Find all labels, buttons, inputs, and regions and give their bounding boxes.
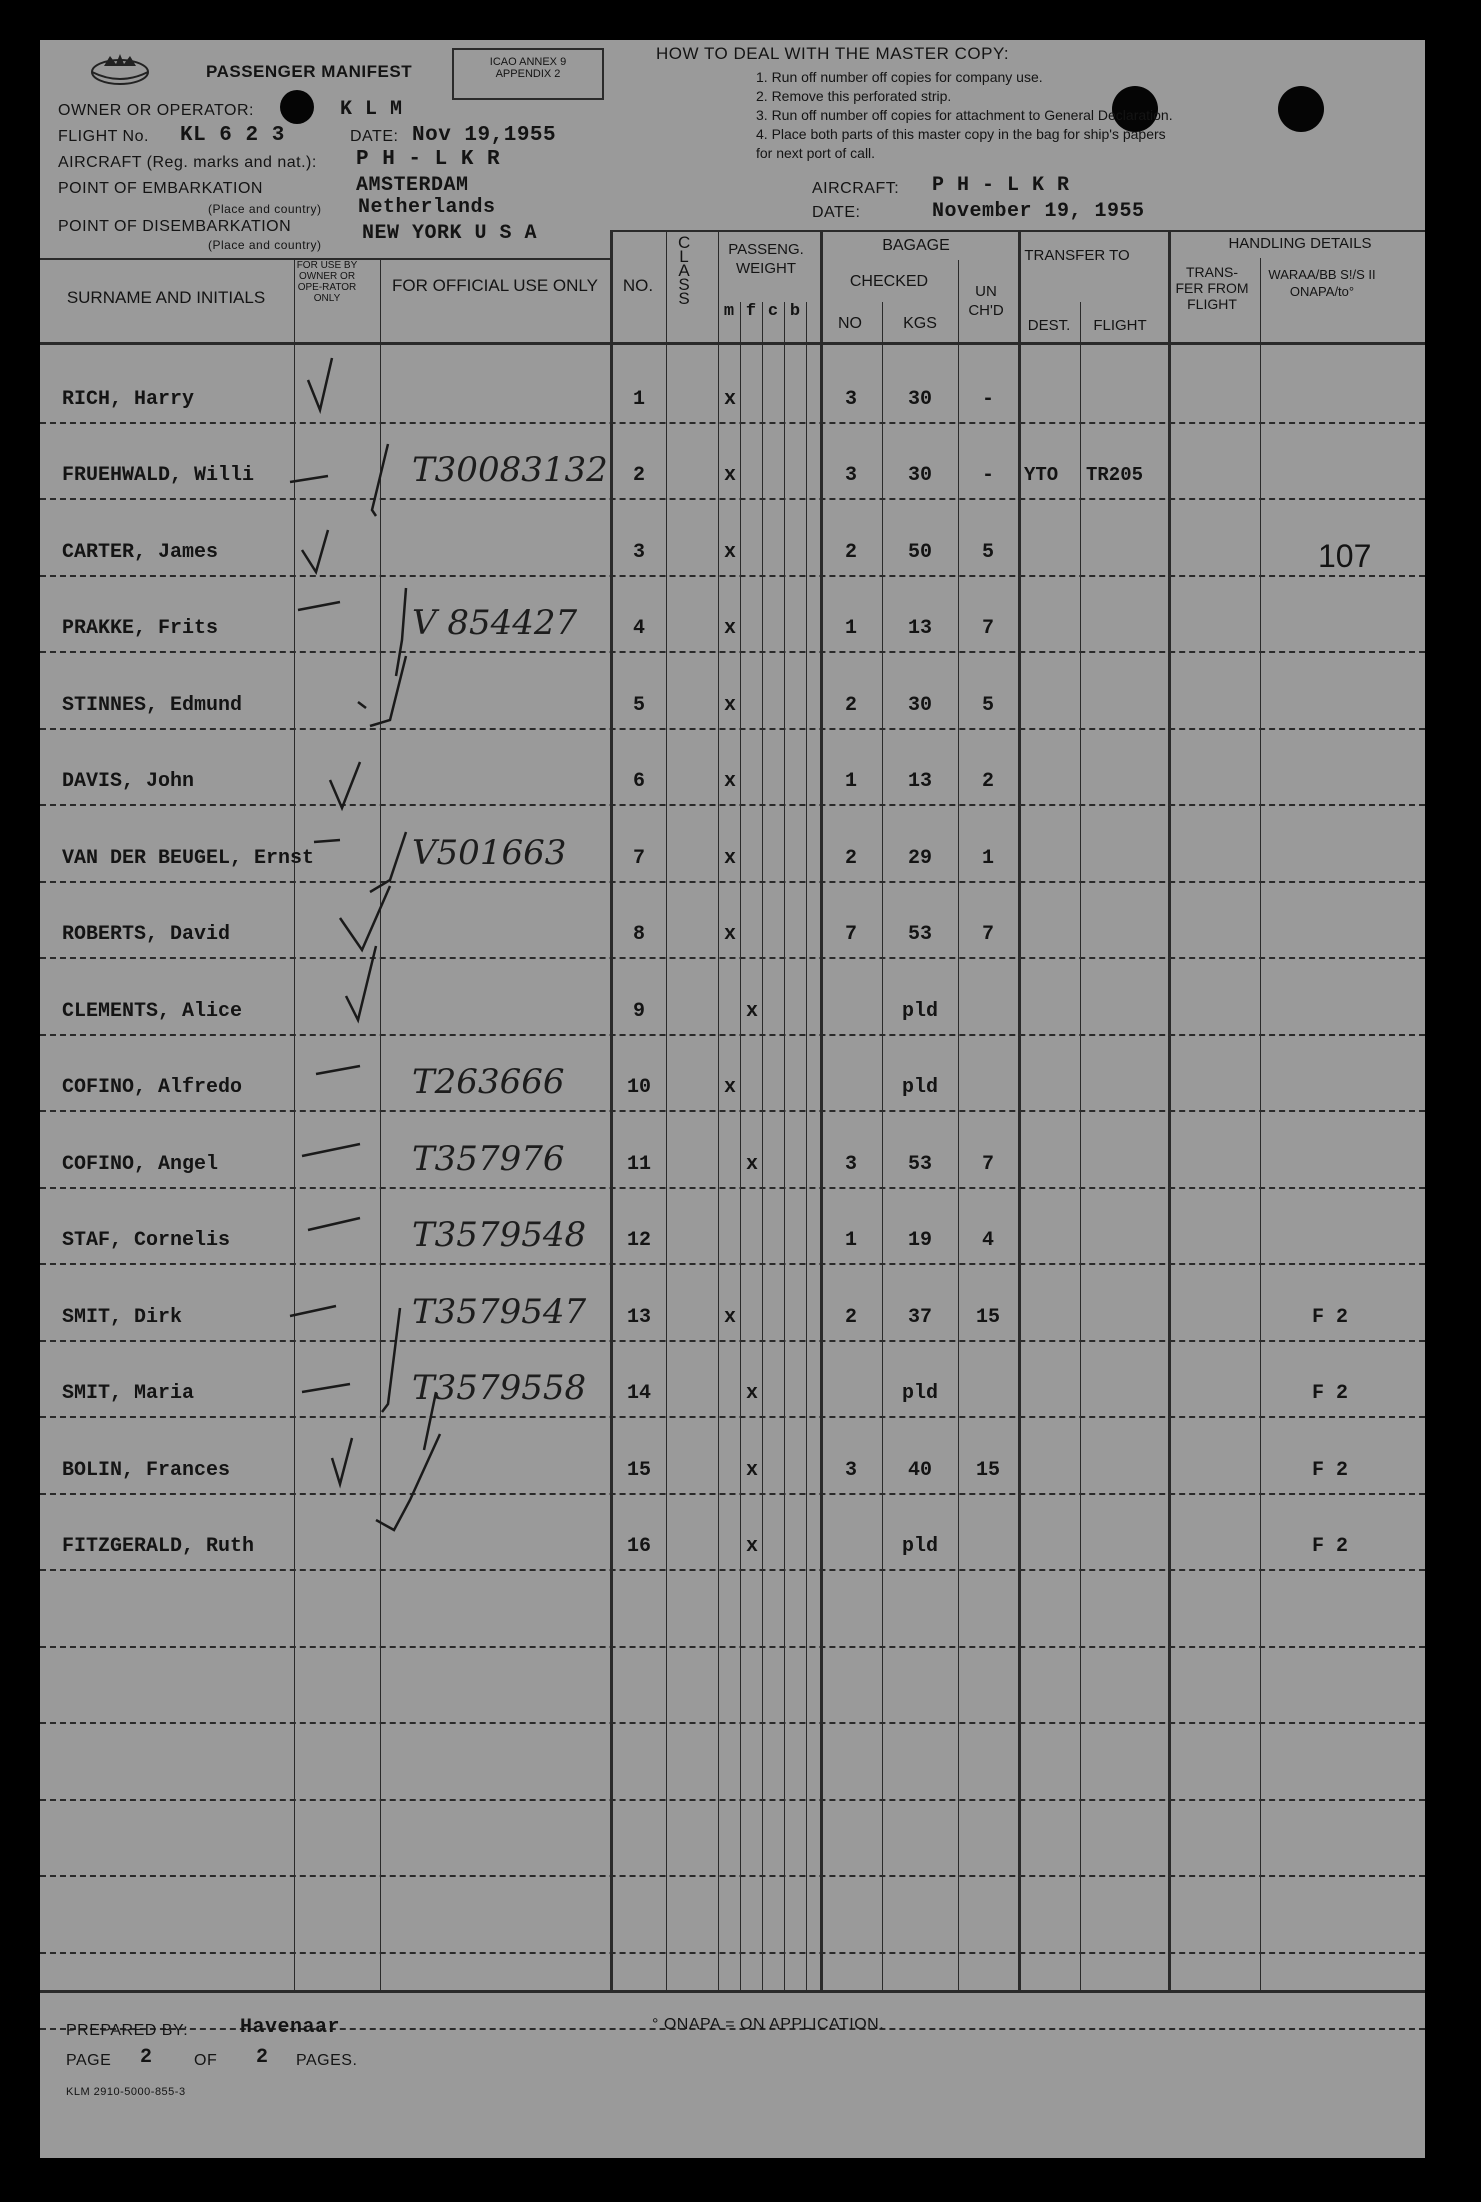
owner-value: K L M	[340, 98, 403, 121]
weight-mark: x	[745, 1000, 758, 1023]
passenger-no: 11	[626, 1153, 651, 1176]
unchecked-count: 7	[981, 617, 994, 640]
weight-mark: x	[723, 770, 736, 793]
passenger-name: VAN DER BEUGEL, Ernst	[62, 847, 315, 870]
passenger-no: 14	[626, 1382, 651, 1405]
disembark-value: NEW YORK U S A	[362, 222, 538, 245]
instructions-title: HOW TO DEAL WITH THE MASTER COPY:	[656, 44, 1010, 63]
disembark-sub: (Place and country)	[208, 238, 322, 252]
check-marks-overlay	[40, 40, 1425, 2158]
passenger-no: 7	[632, 847, 645, 870]
bag-count: 2	[844, 1306, 857, 1329]
bag-kgs: 13	[907, 770, 932, 793]
bag-kgs: 53	[907, 1153, 932, 1176]
unchecked-count: 4	[981, 1229, 994, 1252]
bag-count: 1	[844, 770, 857, 793]
passenger-no: 4	[632, 617, 645, 640]
unchecked-count: 1	[981, 847, 994, 870]
bag-kgs: 29	[907, 847, 932, 870]
official-number: T3579558	[412, 1368, 587, 1408]
embark-label: POINT OF EMBARKATION	[58, 180, 263, 197]
official-number: T3579548	[412, 1215, 587, 1255]
bag-count: 1	[844, 1229, 857, 1252]
of-label: OF	[194, 2052, 218, 2069]
passenger-name: FITZGERALD, Ruth	[62, 1535, 255, 1558]
passenger-name: STINNES, Edmund	[62, 694, 243, 717]
unchecked-count: 7	[981, 923, 994, 946]
onapa-note: ° ONAPA = ON APPLICATION.	[652, 2016, 885, 2033]
weight-mark: x	[723, 847, 736, 870]
passenger-name: STAF, Cornelis	[62, 1229, 231, 1252]
prepared-by-value: Havenaar	[240, 2016, 341, 2039]
passenger-no: 1	[632, 388, 645, 411]
instructions-aircraft-label: AIRCRAFT:	[812, 180, 900, 197]
bag-kgs: 30	[907, 694, 932, 717]
col-header-flight: FLIGHT	[1093, 317, 1147, 334]
passenger-name: ROBERTS, David	[62, 923, 231, 946]
prepared-by-label: PREPARED BY:	[66, 2022, 189, 2039]
handling-code: F 2	[1311, 1459, 1348, 1482]
unchecked-count: 7	[981, 1153, 994, 1176]
instruction-item: 2. Remove this perforated strip.	[756, 88, 952, 104]
passenger-name: COFINO, Alfredo	[62, 1076, 243, 1099]
instruction-item: 4. Place both parts of this master copy in the bag for ship's papers	[756, 126, 1166, 142]
weight-mark: x	[723, 694, 736, 717]
bag-count: 3	[844, 1153, 857, 1176]
bag-kgs: 30	[907, 388, 932, 411]
check-mark	[346, 946, 376, 1020]
bag-count: 3	[844, 388, 857, 411]
col-header-class: C L A S S	[678, 233, 691, 308]
passenger-no: 8	[632, 923, 645, 946]
col-header-surname: SURNAME AND INITIALS	[66, 288, 266, 307]
bag-count: 2	[844, 694, 857, 717]
bag-kgs: pld	[901, 1000, 938, 1023]
col-header-unchd: UN CH'D	[968, 283, 1004, 319]
transfer-destination: YTO	[1024, 464, 1059, 486]
passenger-name: CARTER, James	[62, 541, 219, 564]
col-header-bag-no: NO	[838, 315, 862, 332]
bag-kgs: pld	[901, 1535, 938, 1558]
bag-kgs: pld	[901, 1076, 938, 1099]
official-number: T263666	[412, 1062, 565, 1102]
unchecked-count: 2	[981, 770, 994, 793]
passenger-no: 9	[632, 1000, 645, 1023]
passenger-no: 16	[626, 1535, 651, 1558]
check-mark	[298, 588, 406, 676]
handling-code: F 2	[1311, 1306, 1348, 1329]
flight-label: FLIGHT No.	[58, 128, 149, 145]
check-mark	[330, 762, 360, 808]
passenger-name: RICH, Harry	[62, 388, 195, 411]
weight-mark: x	[723, 541, 736, 564]
unchecked-count: 5	[981, 694, 994, 717]
bag-kgs: 50	[907, 541, 932, 564]
weight-mark: x	[745, 1382, 758, 1405]
weight-mark: x	[723, 1076, 736, 1099]
col-header-no: NO.	[622, 276, 654, 295]
instruction-item: for next port of call.	[756, 145, 876, 161]
passenger-no: 3	[632, 541, 645, 564]
check-mark	[290, 444, 388, 516]
embark-sub: (Place and country)	[208, 202, 322, 216]
col-header-transfer: TRANSFER TO	[1024, 247, 1130, 264]
passenger-name: FRUEHWALD, Willi	[62, 464, 255, 487]
date-label: DATE:	[350, 128, 399, 145]
bag-count: 3	[844, 1459, 857, 1482]
passenger-name: SMIT, Dirk	[62, 1306, 183, 1329]
form-title: PASSENGER MANIFEST	[206, 62, 413, 81]
check-mark	[308, 358, 332, 410]
weight-mark: x	[745, 1535, 758, 1558]
passenger-name: CLEMENTS, Alice	[62, 1000, 243, 1023]
unchecked-count: 15	[975, 1459, 1000, 1482]
check-mark	[302, 1144, 360, 1156]
weight-mark: x	[723, 388, 736, 411]
col-header-waraa: WARAA/BB S!/S II ONAPA/to°	[1268, 267, 1376, 299]
weight-mark: x	[723, 923, 736, 946]
disembark-label: POINT OF DISEMBARKATION	[58, 218, 292, 235]
official-number: T357976	[412, 1139, 565, 1179]
col-header-dest: DEST.	[1027, 317, 1071, 334]
aircraft-label: AIRCRAFT (Reg. marks and nat.):	[58, 154, 317, 171]
passenger-name: SMIT, Maria	[62, 1382, 195, 1405]
weight-mark: x	[745, 1459, 758, 1482]
check-mark	[316, 1066, 360, 1074]
col-header-weight-f: f	[745, 302, 757, 321]
aircraft-value: P H - L K R	[356, 148, 501, 171]
of-value: 2	[256, 2046, 269, 2069]
col-header-transfer-from: TRANS-FER FROM FLIGHT	[1175, 264, 1249, 312]
page-value: 2	[140, 2046, 153, 2069]
col-header-weight-b: b	[789, 302, 801, 321]
official-number: V 854427	[412, 603, 578, 643]
passenger-no: 2	[632, 464, 645, 487]
check-mark	[302, 1384, 436, 1450]
bag-kgs: 19	[907, 1229, 932, 1252]
col-header-checked: CHECKED	[849, 273, 929, 290]
embark-country: Netherlands	[358, 196, 496, 219]
passenger-no: 12	[626, 1229, 651, 1252]
weight-mark: x	[723, 1306, 736, 1329]
unchecked-count: 5	[981, 541, 994, 564]
bag-kgs: 53	[907, 923, 932, 946]
form-code: KLM 2910-5000-855-3	[66, 2086, 186, 2098]
passenger-no: 6	[632, 770, 645, 793]
col-header-owner-use: FOR USE BY OWNER OR OPE-RATOR ONLY	[296, 260, 358, 304]
bag-kgs: 13	[907, 617, 932, 640]
bag-count: 7	[844, 923, 857, 946]
handling-code: F 2	[1311, 1535, 1348, 1558]
col-header-kgs: KGS	[903, 315, 937, 332]
unchecked-count: -	[981, 464, 994, 487]
check-mark	[314, 832, 406, 892]
passenger-name: DAVIS, John	[62, 770, 195, 793]
passenger-no: 5	[632, 694, 645, 717]
handling-code: F 2	[1311, 1382, 1348, 1405]
instructions-aircraft-value: P H - L K R	[932, 174, 1070, 197]
transfer-flight: TR205	[1086, 464, 1144, 486]
manifest-sheet	[40, 40, 1425, 2158]
unchecked-count: -	[981, 388, 994, 411]
bag-count: 2	[844, 541, 857, 564]
instructions-date-label: DATE:	[812, 204, 861, 221]
bag-kgs: 37	[907, 1306, 932, 1329]
col-header-weight-c: c	[767, 302, 779, 321]
weight-mark: x	[745, 1153, 758, 1176]
bag-count: 1	[844, 617, 857, 640]
col-header-weight: PASSENG. WEIGHT	[728, 241, 804, 277]
official-number: T3579547	[412, 1292, 587, 1332]
passenger-name: COFINO, Angel	[62, 1153, 219, 1176]
col-header-weight-m: m	[723, 302, 735, 321]
bag-count: 3	[844, 464, 857, 487]
passenger-name: PRAKKE, Frits	[62, 617, 219, 640]
col-header-handling: HANDLING DETAILS	[1228, 235, 1372, 252]
bag-kgs: pld	[901, 1382, 938, 1405]
owner-label: OWNER OR OPERATOR:	[58, 102, 254, 119]
official-number: V501663	[412, 833, 567, 873]
bag-kgs: 40	[907, 1459, 932, 1482]
flight-value: KL 6 2 3	[180, 124, 285, 147]
weight-mark: x	[723, 617, 736, 640]
passenger-no: 10	[626, 1076, 651, 1099]
passenger-no: 13	[626, 1306, 651, 1329]
check-mark	[302, 530, 328, 572]
bag-count: 2	[844, 847, 857, 870]
passenger-no: 15	[626, 1459, 651, 1482]
unchecked-count: 15	[975, 1306, 1000, 1329]
instructions-date-value: November 19, 1955	[932, 200, 1145, 223]
instruction-item: 1. Run off number off copies for company use.	[756, 69, 1043, 85]
official-number: T30083132	[412, 450, 608, 490]
check-mark	[290, 1306, 400, 1412]
bag-kgs: 30	[907, 464, 932, 487]
col-header-official: FOR OFFICIAL USE ONLY	[392, 276, 598, 295]
page-label: PAGE	[66, 2052, 112, 2069]
passenger-name: BOLIN, Frances	[62, 1459, 231, 1482]
embark-value: AMSTERDAM	[356, 174, 469, 197]
date-value: Nov 19,1955	[412, 124, 557, 147]
check-mark	[340, 886, 390, 950]
page-stamp-number: 107	[1318, 538, 1372, 574]
appendix-label: APPENDIX 2	[495, 68, 561, 80]
instruction-item: 3. Run off number off copies for attachment to General Declaration.	[756, 107, 1173, 123]
weight-mark: x	[723, 464, 736, 487]
check-mark	[308, 1218, 360, 1230]
check-mark	[376, 1434, 440, 1530]
annex-label: ICAO ANNEX 9	[489, 56, 567, 68]
pages-label: PAGES.	[296, 2052, 358, 2069]
check-mark	[332, 1438, 352, 1484]
col-header-baggage: BAGAGE	[882, 237, 950, 254]
